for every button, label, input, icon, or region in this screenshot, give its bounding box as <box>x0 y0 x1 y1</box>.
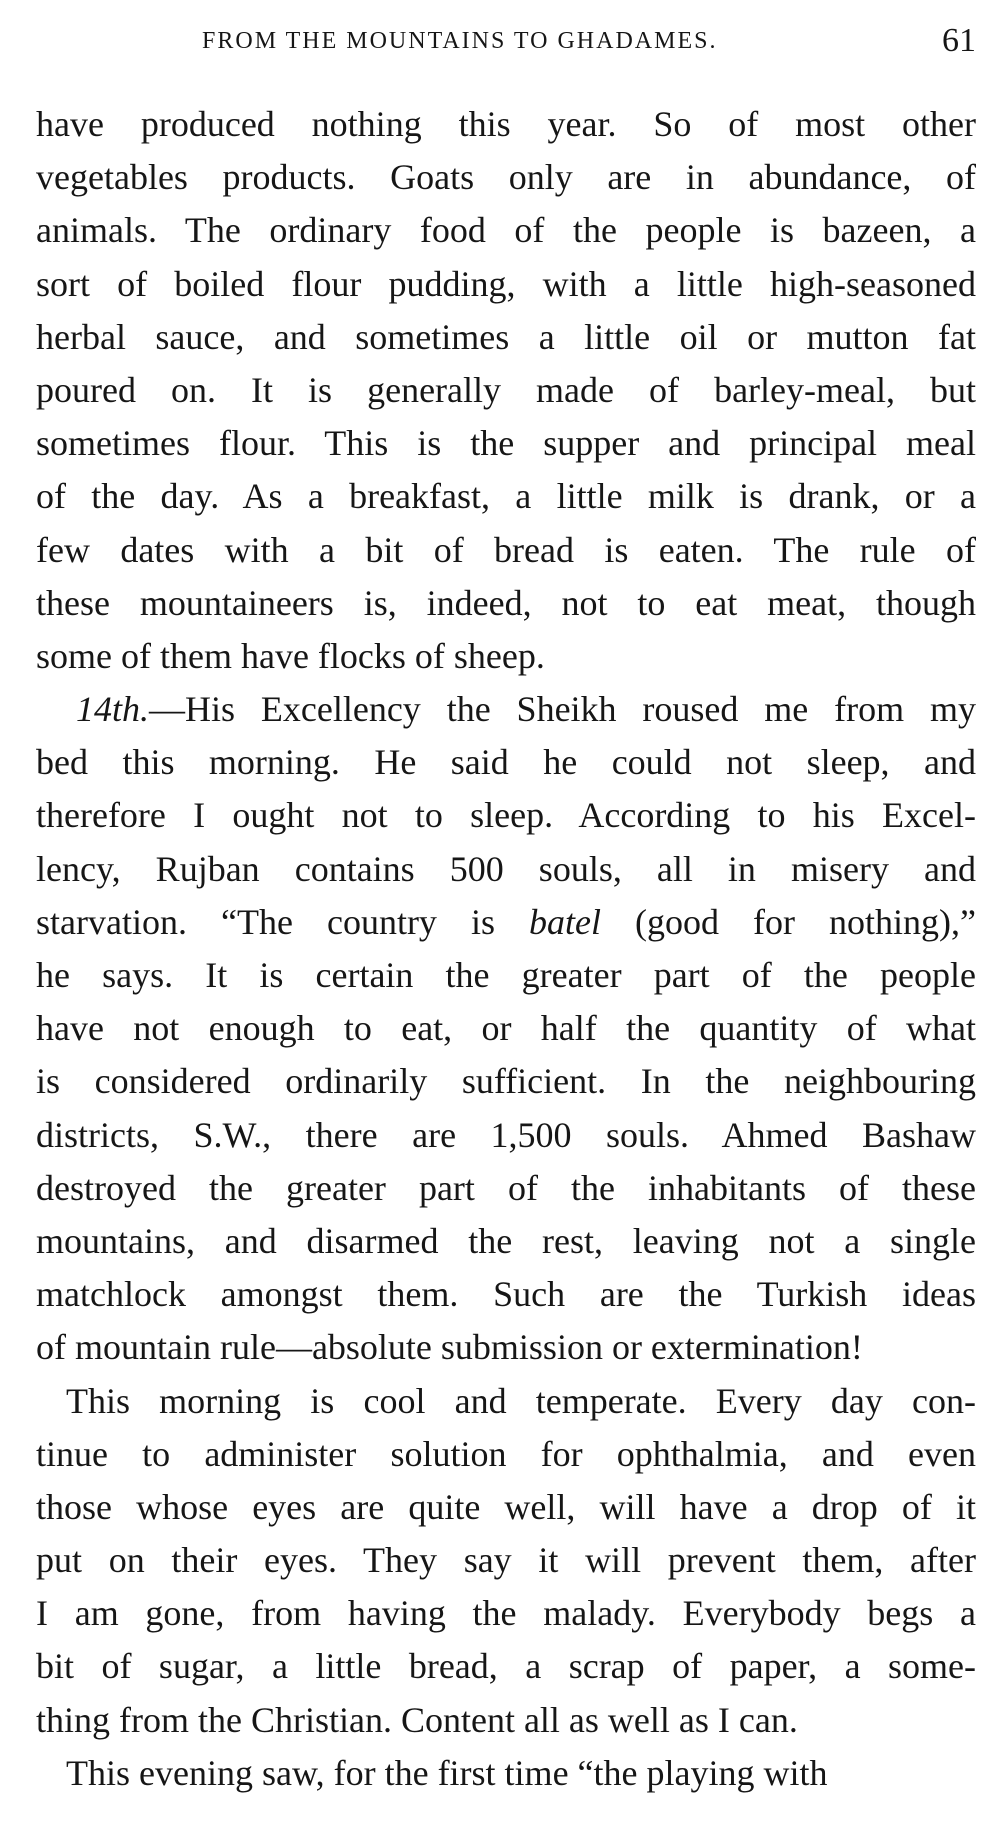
text-line: of the day. As a breakfast, a little milk is drank, or a <box>36 476 976 517</box>
text-line: sort of boiled flour pudding, with a little high-seasoned <box>36 263 976 304</box>
text-line: some of them have flocks of sheep. <box>36 635 545 676</box>
text-line: tinue to administer solution for ophthalmia, and even <box>36 1433 976 1474</box>
text-line: I am gone, from having the malady. Everybody begs a <box>36 1593 976 1634</box>
text-line: he says. It is certain the greater part of the people <box>36 955 976 995</box>
text-line <box>36 896 976 949</box>
text-span: —His Excellency the Sheikh roused me from my <box>149 689 976 730</box>
text-span: (good for nothing),” <box>635 901 976 942</box>
text-line: those whose eyes are quite well, will have a drop of it <box>36 1486 976 1527</box>
italic-word: batel <box>529 901 601 942</box>
text-line: This morning is cool and temperate. Every day con- <box>66 1380 976 1421</box>
text-line: vegetables products. Goats only are in abundance, of <box>36 157 976 198</box>
text-line: put on their eyes. They say it will prevent them, after <box>36 1540 976 1581</box>
date-label: 14th. <box>76 689 150 730</box>
text-line: districts, S.W., there are 1,500 souls. Ahmed Bashaw <box>36 1114 976 1155</box>
running-title: FROM THE MOUNTAINS TO GHADAMES. <box>202 28 718 54</box>
text-line: sometimes flour. This is the supper and principal meal <box>36 423 976 464</box>
text-line: bed this morning. He said he could not sleep, and <box>36 742 976 783</box>
text-line: lency, Rujban contains 500 souls, all in misery and <box>36 848 976 889</box>
text-line: thing from the Christian. Content all as well as I can. <box>36 1699 798 1740</box>
text-line: herbal sauce, and sometimes a little oil or mutton fat <box>36 316 976 357</box>
text-line: bit of sugar, a little bread, a scrap of paper, a some- <box>36 1646 976 1687</box>
text-line: animals. The ordinary food of the people is bazeen, a <box>36 210 976 251</box>
text-line <box>36 683 976 736</box>
text-line: This evening saw, for the first time “the playing with <box>66 1752 828 1793</box>
text-line: have produced nothing this year. So of most other <box>36 104 976 144</box>
text-span: starvation. “The country is <box>36 901 529 942</box>
text-line: of mountain rule—absolute submission or extermination! <box>36 1327 863 1368</box>
text-line: these mountaineers is, indeed, not to eat meat, though <box>36 582 976 623</box>
text-line: mountains, and disarmed the rest, leaving not a single <box>36 1220 976 1261</box>
text-line: matchlock amongst them. Such are the Turkish ideas <box>36 1274 976 1315</box>
running-head <box>36 22 976 62</box>
text-line: few dates with a bit of bread is eaten. The rule of <box>36 529 976 570</box>
text-line: have not enough to eat, or half the quantity of what <box>36 1008 976 1049</box>
page-number: 61 <box>942 22 976 59</box>
text-line: is considered ordinarily sufficient. In the neighbouring <box>36 1061 976 1102</box>
text-line: poured on. It is generally made of barley-meal, but <box>36 369 976 410</box>
text-line: destroyed the greater part of the inhabitants of these <box>36 1167 976 1208</box>
text-line: therefore I ought not to sleep. According to his Excel- <box>36 795 976 836</box>
body-text <box>36 98 976 1800</box>
